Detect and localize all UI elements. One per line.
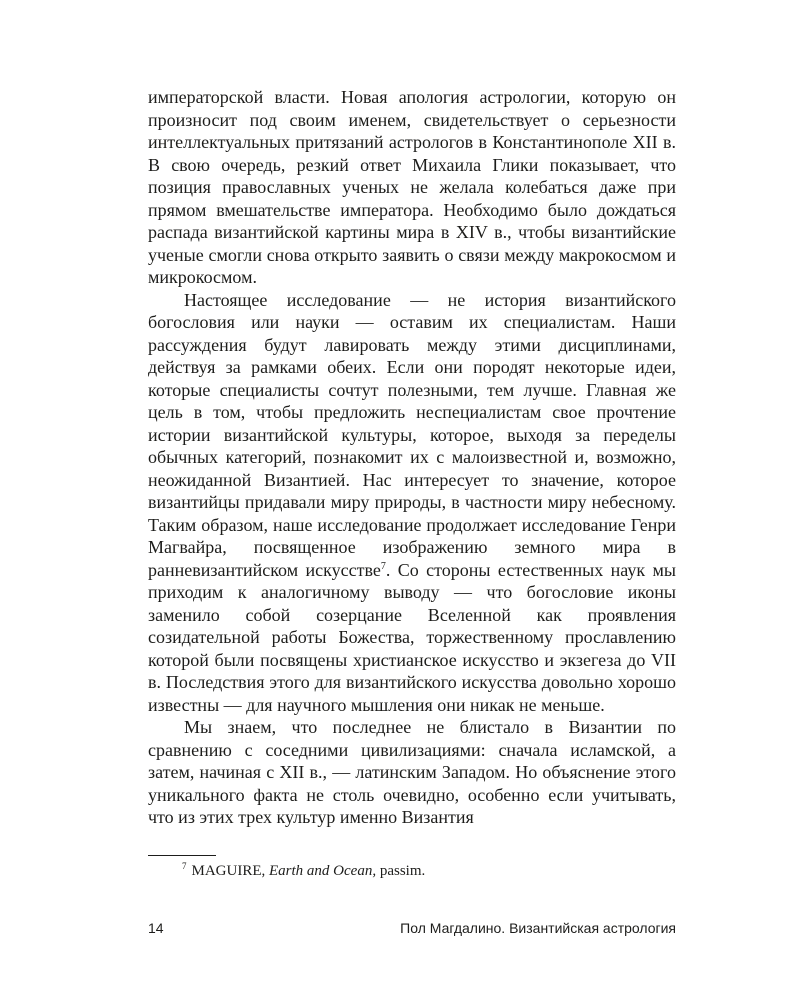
paragraph-1: императорской власти. Новая апология астрологии, которую он произносит под своим именем, свидетельствует о серьезности интеллектуальных притязаний астрологов в Константинополе XII в. В свою очередь, резкий ответ Михаила Глики показывает, что позиция православных ученых не желала колебаться даже при прямом вмешательстве императора. Необходимо было дождаться распада византийской картины мира в XIV в., чтобы византийские ученые смогли снова открыто заявить о связи между макрокосмом и микрокосмом. xyxy=(148,87,676,287)
paragraph-3: Мы знаем, что последнее не блистало в Византии по сравнению с соседними цивилизациями: сначала исламской, а затем, начиная с XII в., — латинским Западом. Но объяснение этого уникального факта не столь очевидно, особенно если учитывать, что из этих трех культур именно Византия xyxy=(148,717,676,827)
footnote-number: 7 xyxy=(182,861,187,871)
footnote-author: MAGUIRE, xyxy=(191,863,266,879)
paragraph-2-text-b: . Со стороны естественных наук мы приходим к аналогичному выводу — что богословие иконы заменило собой созерцание Вселенной как проявления созидательной работы Божества, торжественному прославлению которой были посвящены христианское искусство и экзегеза до VII в. Последствия этого для византийского искусства довольно хорошо известны — для научного мышления они никак не меньше. xyxy=(148,559,676,715)
page-footer xyxy=(148,918,676,938)
paragraph-2 xyxy=(148,289,676,717)
page-number: 14 xyxy=(148,920,164,936)
main-text xyxy=(148,86,676,829)
footnote-reference[interactable]: 7 xyxy=(380,560,386,572)
footnote-suffix: passim. xyxy=(379,863,426,879)
paragraph-2-text-a: Настоящее исследование — не история византийского богословия или науки — оставим их специалистам. Наши рассуждения будут лавировать между этими дисциплинами, действуя за рамками обеих. Если они породят некоторые идеи, которые специалисты сочтут полезными, тем лучше. Главная же цель в том, чтобы предложить неспециалистам свое прочтение истории византийской культуры, которое, выходя за переделы обычных категорий, познакомит их с малоизвестной и, возможно, неожиданной Византией. Нас интересует то значение, которое византийцы придавали миру природы, в частности миру небесному. Таким образом, наше исследование продолжает исследование Генри Магвайра, посвященное изображению земного мира в ранневизантийском искусстве xyxy=(148,289,676,580)
running-title: Пол Магдалино. Византийская астрология xyxy=(400,920,676,936)
footnote-title: Earth and Ocean, xyxy=(269,863,377,879)
footnote-divider xyxy=(148,855,216,856)
footnote xyxy=(182,861,425,881)
